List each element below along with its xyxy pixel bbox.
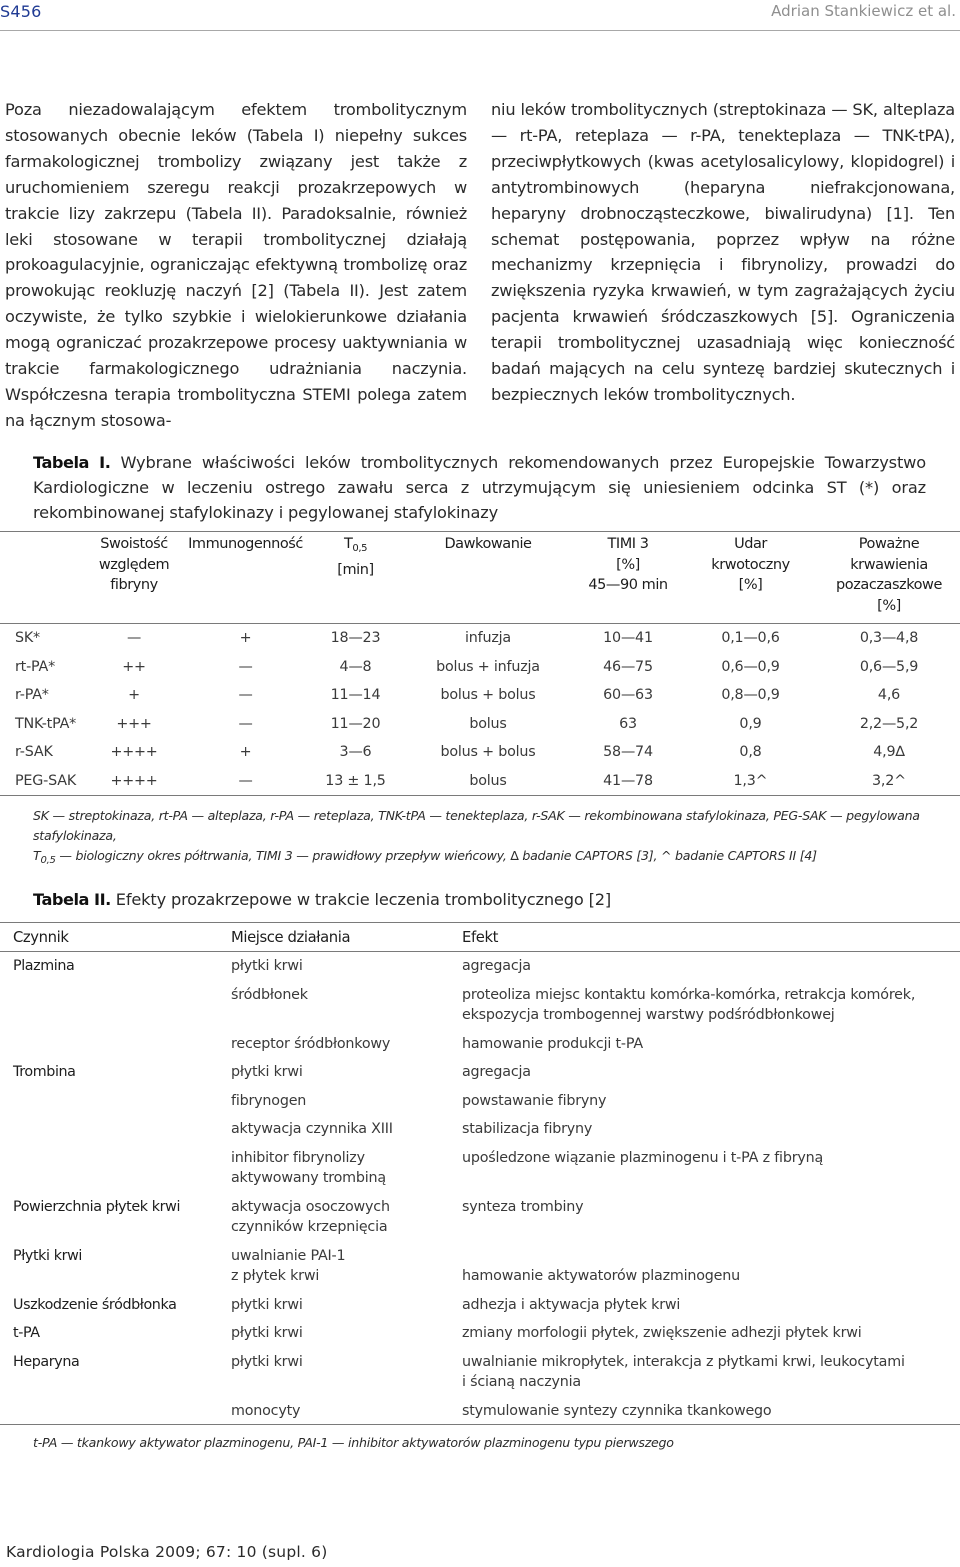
table-row <box>0 1087 960 1116</box>
table1-bottom-rule <box>0 795 960 796</box>
running-head-authors: Adrian Stankiewicz et al. <box>771 2 956 20</box>
table-cell-effect: upośledzone wiązanie plazminogenu i t-PA z fibryną <box>462 1149 824 1166</box>
table-cell-effect: hamowanie aktywatorów plazminogenu <box>462 1268 740 1284</box>
table-cell-factor <box>0 1397 231 1426</box>
page-number: S456 <box>0 2 42 21</box>
table-cell: 0,8—0,9 <box>721 687 780 703</box>
table-cell-factor <box>0 981 231 1030</box>
table1-top-rule <box>0 531 960 532</box>
table1-header-immunogenicity: Immunogenność <box>188 536 303 552</box>
table2-caption <box>33 887 926 912</box>
table1-header-timi3: TIMI 3 [%] 45—90 min <box>588 536 668 593</box>
table1-header-hemorrhagic-stroke: Udar krwotoczny [%] <box>711 536 790 593</box>
table-cell: infuzja <box>465 630 511 646</box>
table-row <box>0 1348 960 1397</box>
table-cell-effect: stymulowanie syntezy czynnika tkankowego <box>462 1402 772 1419</box>
table1-header <box>0 534 960 624</box>
table-cell-site: aktywacja osoczowych czynników krzepnięcia <box>231 1198 390 1235</box>
table-cell: 18—23 <box>330 630 381 646</box>
table-row <box>0 653 960 682</box>
table2-caption-text: Efekty prozakrzepowe w trakcie leczenia trombolitycznego [2] <box>115 890 612 909</box>
table-cell: bolus + infuzja <box>436 658 540 675</box>
journal-citation: Kardiologia Polska 2009; 67: 10 (supl. 6) <box>6 1543 328 1561</box>
table-cell-effect: synteza trombiny <box>462 1198 584 1215</box>
table-cell-effect: agregacja <box>462 1064 531 1080</box>
table2-header-factor: Czynnik <box>13 929 69 946</box>
table2-header <box>0 924 960 952</box>
table-cell: 0,8 <box>739 744 762 760</box>
table-cell: 41—78 <box>603 772 653 789</box>
table-cell-effect: agregacja <box>462 958 531 974</box>
table-cell-factor: Heparyna <box>13 1353 80 1370</box>
table-row <box>0 1144 960 1193</box>
table-cell-factor <box>0 1087 231 1116</box>
table-cell-factor: Plazmina <box>13 958 75 974</box>
table2-header-effect: Efekt <box>462 929 499 946</box>
table-cell-effect: zmiany morfologii płytek, zwiększenie adhezji płytek krwi <box>462 1325 862 1341</box>
table-row <box>0 738 960 767</box>
table-cell: 0,9 <box>739 715 762 732</box>
table-cell-factor <box>0 1115 231 1144</box>
table-cell: 0,6—0,9 <box>721 658 780 675</box>
table-cell-factor: t-PA <box>13 1325 40 1341</box>
table-cell: 13 ± 1,5 <box>325 772 386 789</box>
table2-body <box>0 952 960 1425</box>
table1-header-dosing: Dawkowanie <box>444 536 532 552</box>
table-row <box>0 1319 960 1348</box>
table-cell-site: monocyty <box>231 1402 301 1419</box>
table1-label: Tabela I. <box>33 453 111 472</box>
table1-header-major-bleeding: Poważne krwawienia pozaczaszkowe [%] <box>836 536 942 614</box>
table-cell: 63 <box>619 715 637 732</box>
table-cell: bolus + bolus <box>440 744 536 760</box>
table-row <box>0 1115 960 1144</box>
table-cell: bolus <box>469 772 507 789</box>
table-cell-site: płytki krwi <box>231 1296 303 1313</box>
table2-header-site: Miejsce działania <box>231 929 351 946</box>
table-cell-factor: Płytki krwi <box>13 1247 82 1264</box>
table-cell: ++++ <box>110 744 158 760</box>
table-cell: — <box>238 687 253 703</box>
table-cell-site: płytki krwi <box>231 1353 303 1370</box>
table-cell: + <box>239 744 252 760</box>
table-cell: ++++ <box>110 772 158 789</box>
table-cell-effect: uwalnianie mikropłytek, interakcja z płytkami krwi, leukocytami i ścianą naczynia <box>462 1353 905 1390</box>
table-row <box>0 710 960 739</box>
table-cell: — <box>126 630 142 646</box>
table-row <box>0 1058 960 1087</box>
table-cell-site: uwalnianie PAI-1 z płytek krwi <box>231 1247 346 1284</box>
table-cell: 3,2^ <box>872 772 906 789</box>
table-cell: 10—41 <box>603 630 653 646</box>
body-text-left-column: Poza niezadowalającym efektem trombolitycznym stosowanych obecnie leków (Tabela I) niepełny sukces farmakologicznej trombolizy związany jest także z uruchomieniem szeregu reakcji prozakrzepowych w trakcie lizy zakrzepu (Tabela II). Paradoksalnie, również leki stosowane w terapii trombolitycznej działają prokoagulacyjnie, ograniczając efektywną trombolizę oraz prowokując reokluzję naczyń [2] (Tabela II). Jest zatem oczywiste, że tylko szybkie i wielokierunkowe działania mogą ograniczać prozakrzepowe procesy uaktywniania w trakcie farmakologicznego udrażniania naczynia. Współczesna terapia trombolityczna STEMI polega zatem na łącznym stosowa- <box>5 100 467 430</box>
table-cell: — <box>238 772 253 789</box>
table-cell: 4—8 <box>339 658 372 675</box>
body-text-right-column: niu leków trombolitycznych (streptokinaza — SK, alteplaza — rt-PA, reteplaza — r-PA, tenekteplaza — TNK-tPA), przeciwpłytkowych (kwas acetylosalicylowy, klopidogrel) i antytrombinowych (heparyna niefrakcjonowana, heparyny drobnocząsteczkowe, biwalirudyna) [1]. Ten schemat postępowania, poprzez wpływ na różne mechanizmy krzepnięcia i fibrynolizy, prowadzi do zwiększenia ryzyka krwawień, w tym zagrażających życiu pacjenta krwawień śródczaszkowych [5]. Ograniczenia terapii trombolitycznej uzasadniają więc konieczność badań mających na celu syntezę bardziej skutecznych i bezpiecznych leków trombolitycznych. <box>491 100 955 404</box>
table-cell-effect: stabilizacja fibryny <box>462 1121 593 1137</box>
table1-caption <box>33 450 926 525</box>
table-row <box>0 681 960 710</box>
table-row <box>0 1242 960 1291</box>
table-cell-factor <box>0 1144 231 1193</box>
table-row <box>0 1397 960 1426</box>
table-row <box>0 1193 960 1242</box>
table-row <box>0 1030 960 1059</box>
table-cell: r-SAK <box>15 744 53 760</box>
table-cell: r-PA* <box>15 687 49 703</box>
table-cell-site: śródbłonek <box>231 986 308 1003</box>
table2-top-rule <box>0 922 960 923</box>
table1-header-half-life: $T_{0,5}$ [min] <box>337 536 374 578</box>
table2 <box>0 924 960 1425</box>
table-cell-effect: proteoliza miejsc kontaktu komórka-komórka, retrakcja komórek, ekspozycja trombogennej warstwy podśródbłonkowej <box>462 986 916 1023</box>
table-row <box>0 767 960 796</box>
table-cell-site: płytki krwi <box>231 958 303 974</box>
table-cell: 11—14 <box>330 687 381 703</box>
table-cell: + <box>128 687 140 703</box>
table-cell: — <box>238 715 253 732</box>
table-cell: 4,9∆ <box>873 744 905 760</box>
table-cell: 0,6—5,9 <box>859 658 919 675</box>
table-cell: ++ <box>122 658 146 675</box>
table-cell-factor: Powierzchnia płytek krwi <box>13 1198 181 1215</box>
table-cell: 46—75 <box>603 658 653 675</box>
table-cell: SK* <box>15 630 40 646</box>
table-cell-factor <box>0 1030 231 1059</box>
table-row <box>0 981 960 1030</box>
table-cell-site: aktywacja czynnika XIII <box>231 1121 393 1137</box>
header-rule <box>0 30 960 31</box>
table1-caption-text: Wybrane właściwości leków trombolitycznych rekomendowanych przez Europejskie Towarzystwo Kardiologiczne w leczeniu ostrego zawału serca z utrzymującym się uniesieniem odcinka ST (*) oraz rekombinowanej stafylokinazy i pegylowanej stafylokinazy <box>33 453 927 522</box>
table-cell: — <box>238 658 253 675</box>
table-cell: + <box>239 630 252 646</box>
table-cell: 1,3^ <box>733 772 768 789</box>
table-cell-factor: Trombina <box>13 1064 76 1080</box>
table-cell-site: płytki krwi <box>231 1325 303 1341</box>
table1-header-fibrin-affinity: Swoistość względem fibryny <box>98 536 170 593</box>
table1-footnote: SK — streptokinaza, rt-PA — alteplaza, r-PA — reteplaza, TNK-tPA — tenekteplaza, r-SAK — rekombinowana stafylokinaza, PEG-SAK — pegylowana stafylokinaza, $T_{0,5}$ — biologiczny okres półtrwania, TIMI 3 — prawidłowy przepływ wieńcowy, ∆ badanie CAPTORS [3], ^ badanie CAPTORS II [4] <box>33 808 920 866</box>
table-cell-effect: hamowanie produkcji t-PA <box>462 1035 643 1052</box>
table-cell: 0,1—0,6 <box>721 630 780 646</box>
table-cell: 3—6 <box>339 744 372 760</box>
table-cell-site: inhibitor fibrynolizy aktywowany trombiną <box>231 1149 386 1186</box>
table1-header-drug <box>0 534 85 624</box>
table2-label: Tabela II. <box>33 890 111 909</box>
table-cell: bolus <box>469 715 507 732</box>
table2-footnote: t-PA — tkankowy aktywator plazminogenu, PAI-1 — inhibitor aktywatorów plazminogenu typu pierwszego <box>33 1435 674 1450</box>
table-row <box>0 1291 960 1320</box>
table-cell: 4,6 <box>877 687 901 703</box>
table-cell: rt-PA* <box>15 658 56 675</box>
table-cell-site: fibrynogen <box>231 1092 307 1109</box>
table-cell-site: receptor śródbłonkowy <box>231 1035 391 1052</box>
table-row <box>0 624 960 653</box>
table-row <box>0 952 960 981</box>
table-cell-effect: adhezja i aktywacja płytek krwi <box>462 1296 681 1313</box>
table1 <box>0 534 960 795</box>
table-cell: 60—63 <box>603 687 653 703</box>
table-cell: +++ <box>116 715 152 732</box>
table-cell: bolus + bolus <box>440 687 536 703</box>
table-cell: PEG-SAK <box>15 772 76 789</box>
table1-body <box>0 624 960 795</box>
table-cell: 0,3—4,8 <box>859 630 919 646</box>
table-cell-effect: powstawanie fibryny <box>462 1092 607 1109</box>
table-cell: 2,2—5,2 <box>859 715 919 732</box>
table-cell-factor: Uszkodzenie śródbłonka <box>13 1296 177 1313</box>
table-cell: 58—74 <box>603 744 653 760</box>
table-cell: 11—20 <box>330 715 381 732</box>
table-cell: TNK-tPA* <box>15 715 77 732</box>
table-cell-site: płytki krwi <box>231 1064 303 1080</box>
